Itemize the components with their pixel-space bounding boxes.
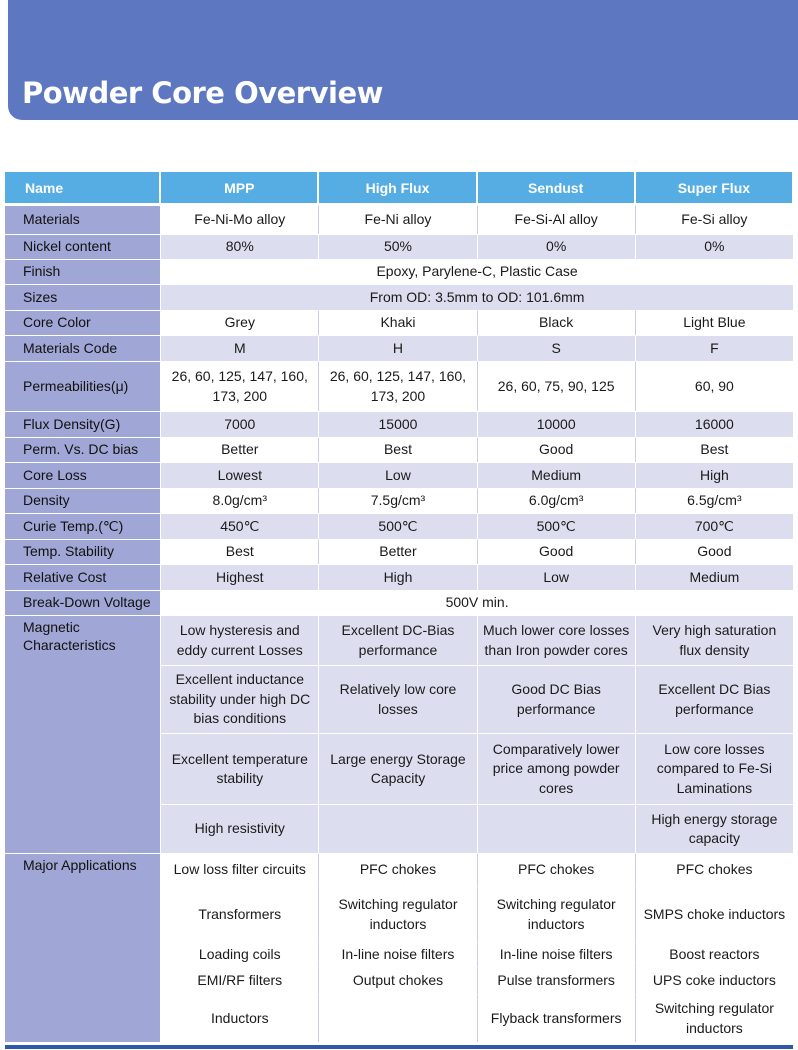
cell-value: Low loss filter circuits [160,853,318,886]
cell-value: Excellent DC-Bias performance [318,615,476,665]
cell-value: UPS coke inductors [635,967,793,994]
cell-value: Khaki [318,310,476,335]
row-label: Permeabilities(μ) [5,361,160,411]
row-label: Finish [5,259,160,284]
header-sendust: Sendust [477,172,635,205]
cell-value: In-line noise filters [318,942,476,967]
table-row [5,361,793,411]
cell-value: Medium [635,564,793,590]
cell-value: Fe-Si-Al alloy [477,205,635,234]
bottom-rule [5,1045,793,1049]
table-row [5,310,793,335]
cell-value: 8.0g/cm³ [160,488,318,513]
cell-value: 26, 60, 125, 147, 160, 173, 200 [318,361,476,411]
header-mpp: MPP [160,172,318,205]
table-header-row [5,172,793,205]
cell-value [318,994,476,1042]
row-label: Core Color [5,310,160,335]
cell-value: Excellent temperature stability [160,733,318,804]
cell-value: Inductors [160,994,318,1042]
cell-value: Pulse transformers [477,967,635,994]
cell-value [477,804,635,853]
cell-value: Good [477,437,635,462]
cell-value: From OD: 3.5mm to OD: 101.6mm [160,284,793,310]
cell-value: 0% [635,234,793,259]
title-banner [8,0,798,120]
row-label: Curie Temp.(℃) [5,513,160,539]
row-label: Density [5,488,160,513]
cell-value: High energy storage capacity [635,804,793,853]
cell-value: Best [318,437,476,462]
cell-value: Comparatively lower price among powder cores [477,733,635,804]
applications-label: Major Applications [5,853,160,1042]
cell-value: H [318,335,476,361]
cell-value [318,804,476,853]
cell-value: Highest [160,564,318,590]
cell-value: Low [477,564,635,590]
cell-value: Best [635,437,793,462]
cell-value: Fe-Ni-Mo alloy [160,205,318,234]
cell-value: In-line noise filters [477,942,635,967]
cell-value: 500V min. [160,590,793,615]
table-row [5,513,793,539]
row-label: Materials [5,205,160,234]
cell-value: Lowest [160,462,318,488]
cell-value: Low hysteresis and eddy current Losses [160,615,318,665]
cell-value: 26, 60, 75, 90, 125 [477,361,635,411]
table-row [5,853,793,886]
cell-value: PFC chokes [635,853,793,886]
table-row [5,488,793,513]
row-label: Break-Down Voltage [5,590,160,615]
cell-value: Switching regulator inductors [635,994,793,1042]
cell-value: 500℃ [477,513,635,539]
cell-value: 6.0g/cm³ [477,488,635,513]
cell-value: 16000 [635,411,793,437]
table-row [5,437,793,462]
magnetic-label: Magnetic Characteristics [5,615,160,853]
table-row [5,539,793,564]
cell-value: Relatively low core losses [318,665,476,733]
cell-value: 6.5g/cm³ [635,488,793,513]
row-label: Materials Code [5,335,160,361]
cell-value: Fe-Si alloy [635,205,793,234]
cell-value: 7.5g/cm³ [318,488,476,513]
cell-value: Large energy Storage Capacity [318,733,476,804]
cell-value: Low [318,462,476,488]
cell-value: High [318,564,476,590]
cell-value: Medium [477,462,635,488]
cell-value: S [477,335,635,361]
cell-value: 0% [477,234,635,259]
row-label: Relative Cost [5,564,160,590]
table-row [5,205,793,234]
cell-value: 60, 90 [635,361,793,411]
cell-value: High [635,462,793,488]
cell-value: Loading coils [160,942,318,967]
cell-value: Black [477,310,635,335]
powder-core-table [5,172,793,1042]
cell-value: Excellent DC Bias performance [635,665,793,733]
cell-value: Good [635,539,793,564]
table-row [5,259,793,284]
cell-value: 700℃ [635,513,793,539]
cell-value: 7000 [160,411,318,437]
cell-value: Switching regulator inductors [318,886,476,942]
cell-value: Low core losses compared to Fe-Si Laminations [635,733,793,804]
cell-value: 26, 60, 125, 147, 160, 173, 200 [160,361,318,411]
cell-value: 450℃ [160,513,318,539]
cell-value: Excellent inductance stability under high DC bias conditions [160,665,318,733]
cell-value: Fe-Ni alloy [318,205,476,234]
header-super-flux: Super Flux [635,172,793,205]
row-label: Temp. Stability [5,539,160,564]
row-label: Perm. Vs. DC bias [5,437,160,462]
cell-value: Best [160,539,318,564]
table-row [5,234,793,259]
cell-value: 80% [160,234,318,259]
cell-value: Very high saturation flux density [635,615,793,665]
page-title: Powder Core Overview [22,76,383,110]
cell-value: 15000 [318,411,476,437]
cell-value: M [160,335,318,361]
cell-value: Good DC Bias performance [477,665,635,733]
row-label: Flux Density(G) [5,411,160,437]
table-row [5,284,793,310]
cell-value: Flyback transformers [477,994,635,1042]
cell-value: 10000 [477,411,635,437]
row-label: Nickel content [5,234,160,259]
cell-value: High resistivity [160,804,318,853]
cell-value: Transformers [160,886,318,942]
cell-value: PFC chokes [318,853,476,886]
cell-value: Switching regulator inductors [477,886,635,942]
cell-value: Grey [160,310,318,335]
cell-value: Light Blue [635,310,793,335]
cell-value: Better [318,539,476,564]
table-row [5,564,793,590]
table-row [5,335,793,361]
cell-value: 50% [318,234,476,259]
cell-value: Boost reactors [635,942,793,967]
header-name: Name [5,172,160,205]
cell-value: Epoxy, Parylene-C, Plastic Case [160,259,793,284]
table-row [5,615,793,665]
row-label: Sizes [5,284,160,310]
table-row [5,462,793,488]
cell-value: PFC chokes [477,853,635,886]
cell-value: Output chokes [318,967,476,994]
cell-value: EMI/RF filters [160,967,318,994]
row-label: Core Loss [5,462,160,488]
cell-value: Better [160,437,318,462]
cell-value: Much lower core losses than Iron powder cores [477,615,635,665]
table-row [5,590,793,615]
cell-value: 500℃ [318,513,476,539]
cell-value: F [635,335,793,361]
table-row [5,411,793,437]
header-high-flux: High Flux [318,172,476,205]
cell-value: SMPS choke inductors [635,886,793,942]
cell-value: Good [477,539,635,564]
